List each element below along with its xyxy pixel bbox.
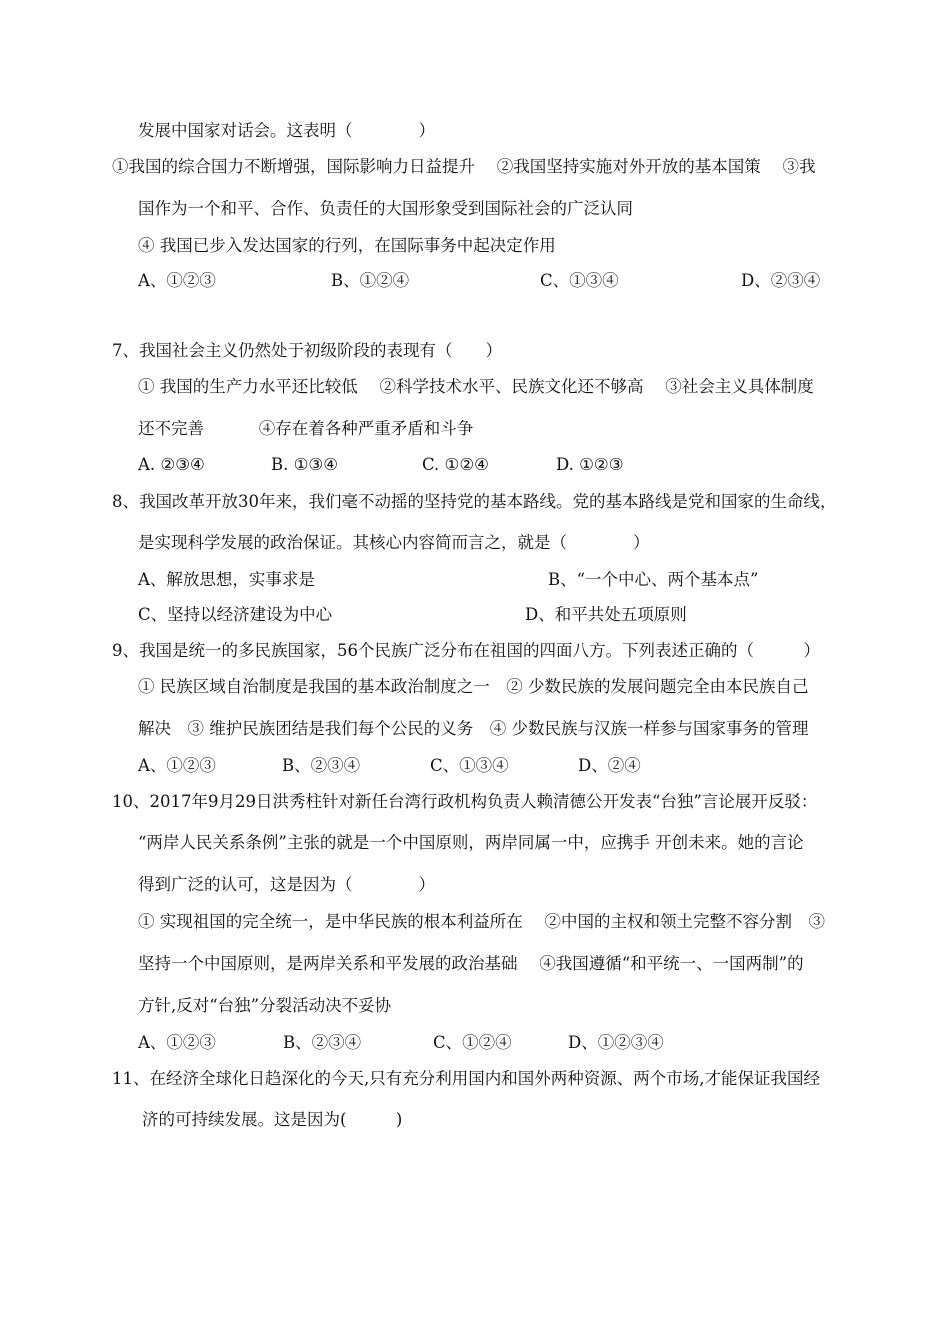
- q9-statement-line: ① 民族区域自治制度是我国的基本政治制度之一 ② 少数民族的发展问题完全由本民族自己: [138, 677, 809, 696]
- q9-option-b[interactable]: B、②③④: [282, 756, 361, 775]
- q7-option-d[interactable]: D. ①②③: [556, 455, 624, 474]
- q6-stem-continuation: 发展中国家对话会。这表明（ ）: [138, 121, 435, 140]
- q10-option-c[interactable]: C、①②④: [433, 1033, 512, 1052]
- q10-stem-line: “两岸人民关系条例”主张的就是一个中国原则，两岸同属一中，应携手 开创未来。她的言论: [138, 833, 804, 852]
- q10-option-d[interactable]: D、①②③④: [568, 1033, 664, 1052]
- q11-stem: 11、在经济全球化日趋深化的今天,只有充分利用国内和国外两种资源、两个市场,才能保证我国经: [112, 1069, 820, 1088]
- q6-option-a[interactable]: A、①②③: [138, 271, 216, 290]
- q10-statement-line: 方针,反对“台独”分裂活动决不妥协: [138, 996, 392, 1015]
- q6-option-c[interactable]: C、①③④: [540, 271, 619, 290]
- q7-option-c[interactable]: C. ①②④: [422, 455, 489, 474]
- q8-stem-line: 是实现科学发展的政治保证。其核心内容简而言之，就是（ ）: [138, 533, 650, 552]
- q9-option-c[interactable]: C、①③④: [430, 756, 509, 775]
- q10-stem-line: 得到广泛的认可，这是因为（ ）: [138, 875, 435, 894]
- q8-option-d[interactable]: D、和平共处五项原则: [525, 605, 687, 624]
- q9-statement-line: 解决 ③ 维护民族团结是我们每个公民的义务 ④ 少数民族与汉族一样参与国家事务的管理: [138, 719, 809, 738]
- q6-option-b[interactable]: B、①②④: [331, 271, 410, 290]
- q8-option-a[interactable]: A、解放思想，实事求是: [138, 570, 315, 589]
- q6-option-d[interactable]: D、②③④: [741, 271, 821, 290]
- q8-stem: 8、我国改革开放30年来，我们毫不动摇的坚持党的基本路线。党的基本路线是党和国家的生命线，: [112, 492, 837, 511]
- q7-stem: 7、我国社会主义仍然处于初级阶段的表现有（ ）: [112, 341, 502, 360]
- q10-option-a[interactable]: A、①②③: [138, 1033, 216, 1052]
- q7-statement-line: ① 我国的生产力水平还比较低 ②科学技术水平、民族文化还不够高 ③社会主义具体制度: [138, 377, 814, 396]
- q10-statement-line: 坚持一个中国原则，是两岸关系和平发展的政治基础 ④我国遵循“和平统一、一国两制”的: [138, 954, 804, 973]
- q7-option-a[interactable]: A. ②③④: [138, 455, 205, 474]
- q11-stem-line: 济的可持续发展。这是因为( ): [142, 1110, 403, 1129]
- q9-option-d[interactable]: D、②④: [578, 756, 641, 775]
- q8-option-c[interactable]: C、坚持以经济建设为中心: [138, 605, 333, 624]
- q7-option-b[interactable]: B. ①③④: [271, 455, 338, 474]
- q9-stem: 9、我国是统一的多民族国家，56个民族广泛分布在祖国的四面八方。下列表述正确的（ ）: [112, 641, 820, 660]
- q7-statement-line: 还不完善 ④存在着各种严重矛盾和斗争: [138, 419, 474, 438]
- q10-stem: 10、2017年9月29日洪秀柱针对新任台湾行政机构负责人赖清德公开发表“台独”言论展开反驳：: [112, 792, 818, 811]
- q6-statement-line: ④ 我国已步入发达国家的行列，在国际事务中起决定作用: [138, 236, 556, 255]
- q6-statement-line: ①我国的综合国力不断增强，国际影响力日益提升 ②我国坚持实施对外开放的基本国策 ③我: [112, 157, 816, 176]
- q10-statement-line: ① 实现祖国的完全统一，是中华民族的根本利益所在 ②中国的主权和领土完整不容分割 ③: [138, 912, 825, 931]
- q9-option-a[interactable]: A、①②③: [138, 756, 216, 775]
- q10-option-b[interactable]: B、②③④: [283, 1033, 362, 1052]
- q6-statement-line: 国作为一个和平、合作、负责任的大国形象受到国际社会的广泛认同: [138, 199, 633, 218]
- q8-option-b[interactable]: B、“一个中心、两个基本点”: [548, 570, 759, 589]
